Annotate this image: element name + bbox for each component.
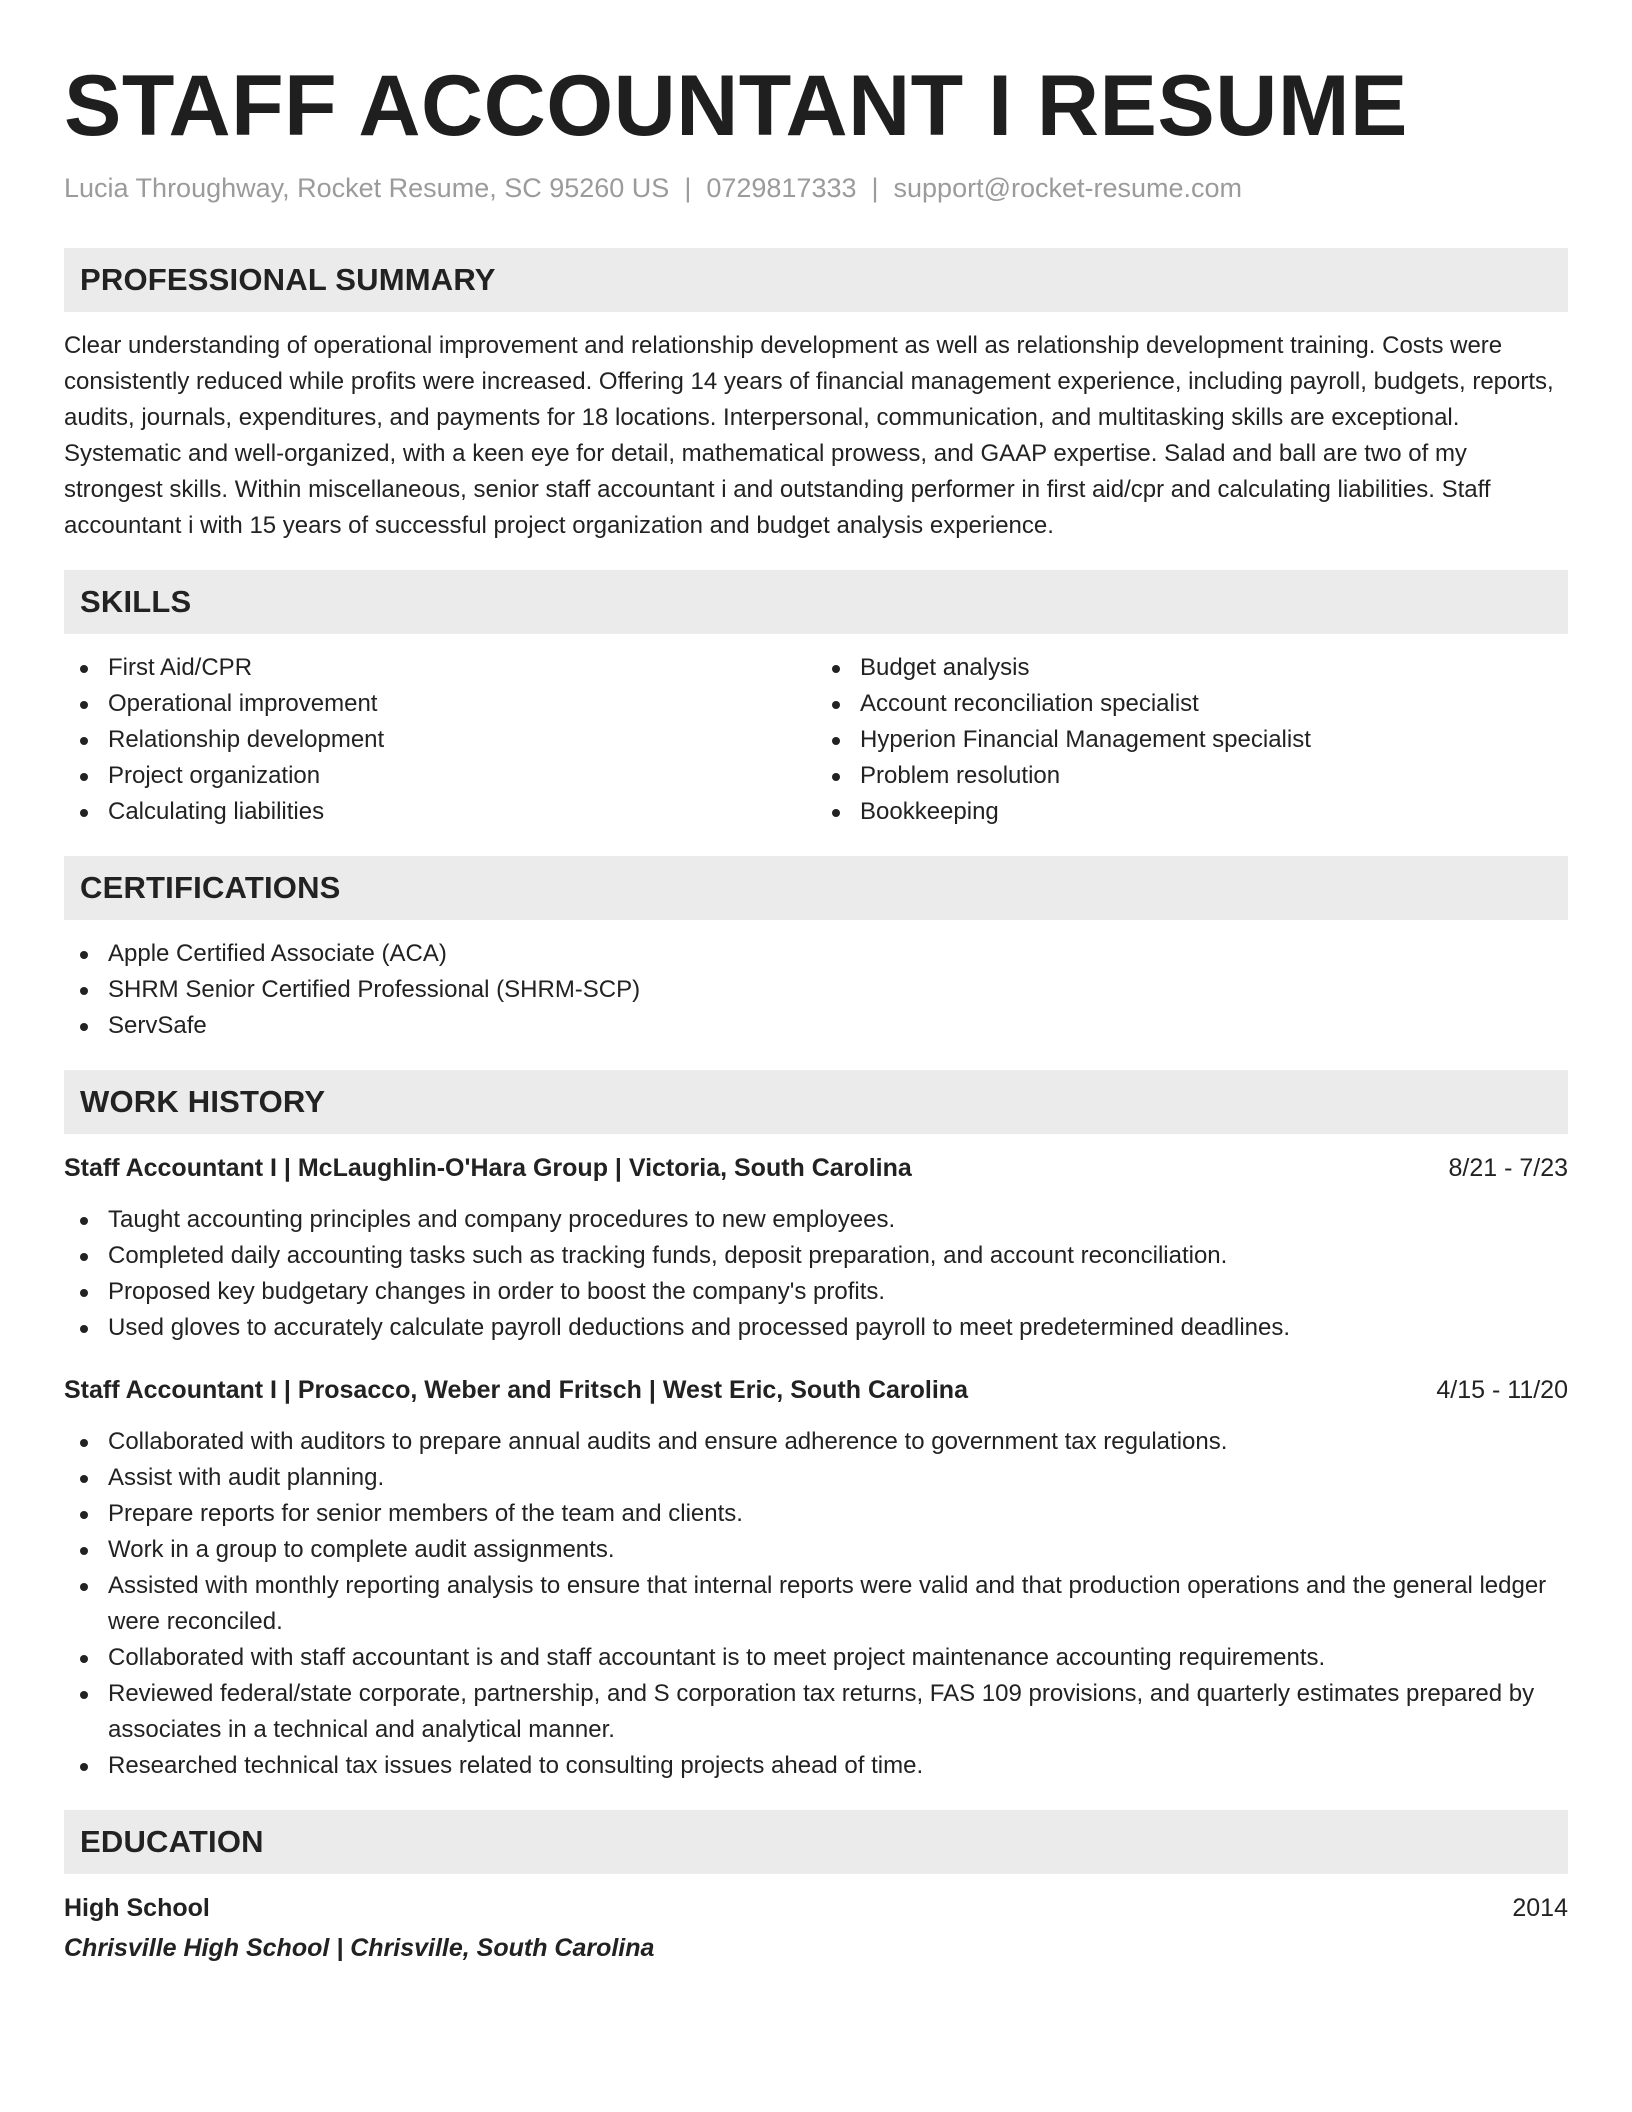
skill-item: Relationship development <box>64 722 816 758</box>
summary-heading: PROFESSIONAL SUMMARY <box>64 248 1568 312</box>
certifications-list <box>64 936 1568 1044</box>
work-history-heading: WORK HISTORY <box>64 1070 1568 1134</box>
certification-item: ServSafe <box>64 1008 1568 1044</box>
job-duties <box>64 1424 1568 1784</box>
skills-left-column <box>64 650 816 830</box>
job-duty: Reviewed federal/state corporate, partnership, and S corporation tax returns, FAS 109 provisions, and quarterly estimates prepared by associates in a technical and analytical manner. <box>64 1676 1568 1748</box>
job-duty: Work in a group to complete audit assignments. <box>64 1532 1568 1568</box>
contact-phone: 0729817333 <box>706 173 857 203</box>
skill-item: Problem resolution <box>816 758 1568 794</box>
job-duty: Collaborated with staff accountant is and staff accountant is to meet project maintenance accounting requirements. <box>64 1640 1568 1676</box>
job-duty: Researched technical tax issues related to consulting projects ahead of time. <box>64 1748 1568 1784</box>
job-dates: 8/21 - 7/23 <box>1448 1154 1568 1182</box>
skill-item: Bookkeeping <box>816 794 1568 830</box>
skill-item: Hyperion Financial Management specialist <box>816 722 1568 758</box>
contact-line <box>64 170 1568 206</box>
contact-separator: | <box>871 173 879 203</box>
job-title: Staff Accountant I | McLaughlin-O'Hara Group | Victoria, South Carolina <box>64 1154 912 1182</box>
certification-item: Apple Certified Associate (ACA) <box>64 936 1568 972</box>
skill-item: Account reconciliation specialist <box>816 686 1568 722</box>
job-duty: Assist with audit planning. <box>64 1460 1568 1496</box>
job-duty: Collaborated with auditors to prepare annual audits and ensure adherence to government tax regulations. <box>64 1424 1568 1460</box>
skill-item: Operational improvement <box>64 686 816 722</box>
skill-item: Project organization <box>64 758 816 794</box>
job-duty: Assisted with monthly reporting analysis to ensure that internal reports were valid and that production operations and the general ledger were reconciled. <box>64 1568 1568 1640</box>
certification-item: SHRM Senior Certified Professional (SHRM-SCP) <box>64 972 1568 1008</box>
job-duty: Prepare reports for senior members of the team and clients. <box>64 1496 1568 1532</box>
education-school: Chrisville High School | Chrisville, South Carolina <box>64 1934 655 1962</box>
summary-text: Clear understanding of operational improvement and relationship development as well as relationship development training. Costs were consistently reduced while profits were increased. Offering 14 years of financial management experience, including payroll, budgets, reports, audits, journals, expenditures, and payments for 18 locations. Interpersonal, communication, and multitasking skills are exceptional. Systematic and well-organized, with a keen eye for detail, mathematical prowess, and GAAP expertise. Salad and ball are two of my strongest skills. Within miscellaneous, senior staff accountant i and outstanding performer in first aid/cpr and calculating liabilities. Staff accountant i with 15 years of successful project organization and budget analysis experience. <box>64 332 1554 539</box>
skills-list <box>64 634 1568 830</box>
job-header <box>64 1150 1568 1186</box>
job-duty: Used gloves to accurately calculate payroll deductions and processed payroll to meet predetermined deadlines. <box>64 1310 1568 1346</box>
skill-item: Calculating liabilities <box>64 794 816 830</box>
job-entry <box>64 1372 1568 1784</box>
skill-item: Budget analysis <box>816 650 1568 686</box>
job-header <box>64 1372 1568 1408</box>
education-year: 2014 <box>1512 1894 1568 1922</box>
contact-email: support@rocket-resume.com <box>893 173 1243 203</box>
resume-title: STAFF ACCOUNTANT I RESUME <box>64 58 1408 154</box>
job-duties <box>64 1202 1568 1346</box>
job-duty: Taught accounting principles and company procedures to new employees. <box>64 1202 1568 1238</box>
education-header <box>64 1890 1568 1926</box>
skill-item: First Aid/CPR <box>64 650 816 686</box>
education-entry <box>64 1890 1568 1966</box>
contact-address: Lucia Throughway, Rocket Resume, SC 95260 US <box>64 173 670 203</box>
job-title: Staff Accountant I | Prosacco, Weber and Fritsch | West Eric, South Carolina <box>64 1376 968 1404</box>
education-degree: High School <box>64 1894 210 1922</box>
contact-separator: | <box>684 173 692 203</box>
skills-right-column <box>816 650 1568 830</box>
job-duty: Proposed key budgetary changes in order to boost the company's profits. <box>64 1274 1568 1310</box>
job-dates: 4/15 - 11/20 <box>1436 1376 1568 1404</box>
certifications-heading: CERTIFICATIONS <box>64 856 1568 920</box>
job-duty: Completed daily accounting tasks such as tracking funds, deposit preparation, and account reconciliation. <box>64 1238 1568 1274</box>
education-heading: EDUCATION <box>64 1810 1568 1874</box>
job-entry <box>64 1150 1568 1346</box>
skills-heading: SKILLS <box>64 570 1568 634</box>
